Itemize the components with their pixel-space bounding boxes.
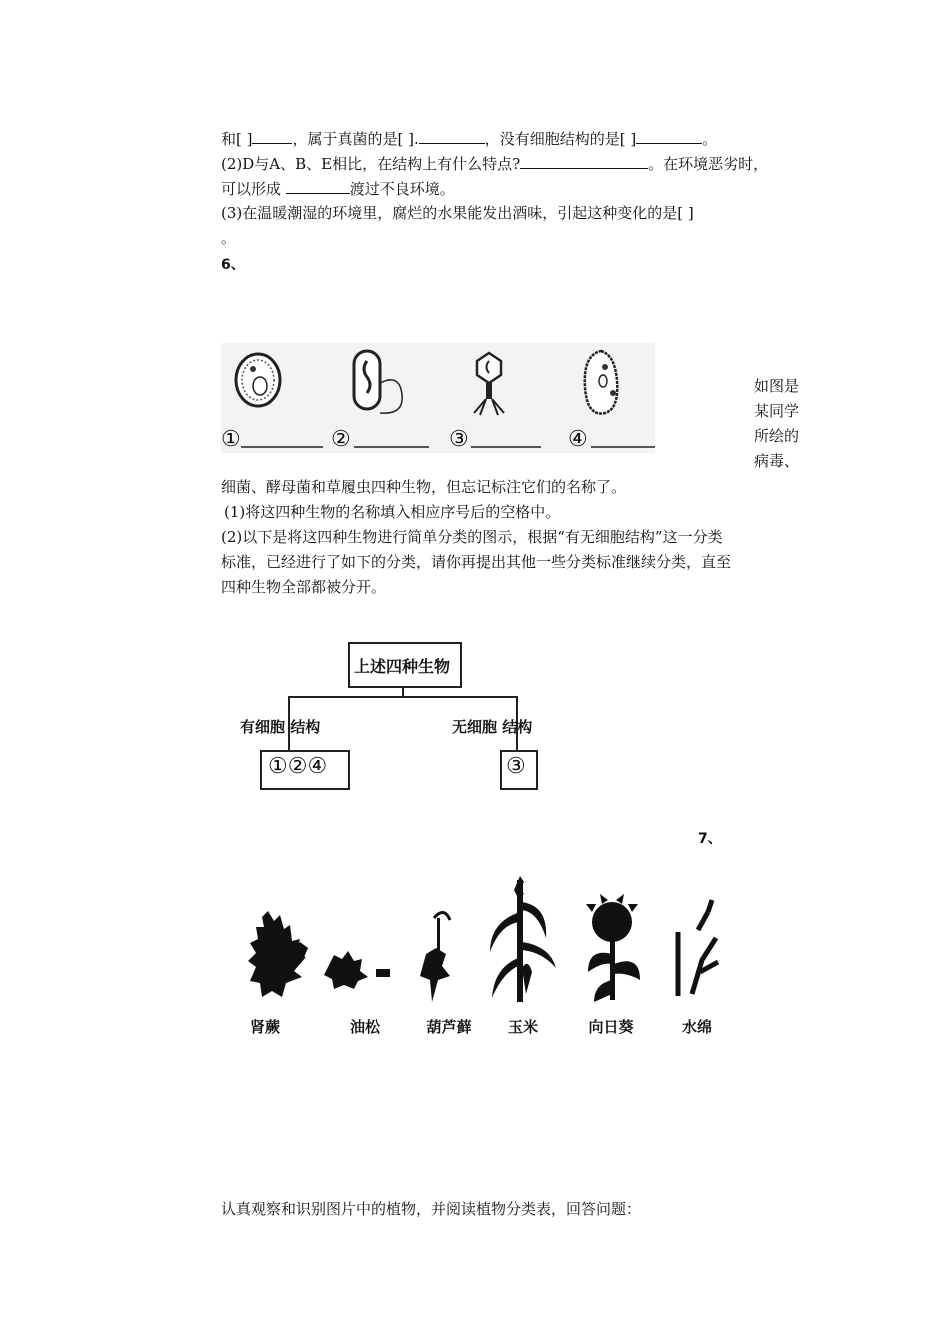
organism-label-4: ④ xyxy=(568,427,588,452)
question-number-6: 6、 xyxy=(221,257,245,273)
text: 。在环境恶劣时， xyxy=(648,155,769,173)
text: 可以形成 xyxy=(221,180,286,198)
pine-drawing xyxy=(324,951,390,989)
plant-label-moss: 葫芦藓 xyxy=(426,1018,472,1036)
right-branch-label: 无细胞 结构 xyxy=(452,718,533,736)
plant-drawings xyxy=(230,872,730,1012)
plant-label-spirogyra: 水绵 xyxy=(681,1018,712,1036)
bacterium-drawing xyxy=(354,351,402,413)
plant-label-sunflower: 向日葵 xyxy=(588,1018,634,1036)
organism-figure xyxy=(221,343,655,453)
q6-line-5: 四种生物全部都被分开。 xyxy=(221,578,387,596)
text: 。 xyxy=(702,130,718,148)
left-branch-label: 有细胞 结构 xyxy=(240,718,321,736)
root-label: 上述四种生物 xyxy=(354,657,451,676)
text: 病毒、 xyxy=(754,452,800,470)
connector xyxy=(288,696,518,698)
plant-figure xyxy=(230,872,730,1047)
text: ，没有细胞结构的是[ ] xyxy=(484,130,637,148)
text: 如图是 xyxy=(754,377,800,395)
q6-line-4: 标准，已经进行了如下的分类，请你再提出其他一些分类标准继续分类，直至 xyxy=(221,553,732,571)
spirogyra-drawing xyxy=(678,900,718,996)
q6-line-3: (2)以下是将这四种生物进行简单分类的图示，根据“有无细胞结构”这一分类 xyxy=(221,528,723,546)
q5-line-3 xyxy=(221,177,455,200)
text: 所绘的 xyxy=(754,427,800,445)
text: 某同学 xyxy=(754,402,800,420)
q7-instruction: 认真观察和识别图片中的植物，并阅读植物分类表，回答问题： xyxy=(221,1200,642,1218)
organism-drawings xyxy=(221,343,655,453)
moss-drawing xyxy=(420,912,450,1002)
organism-label-2: ② xyxy=(331,427,351,452)
answer-blank[interactable] xyxy=(286,177,350,194)
text: (2)D与A、B、E相比，在结构上有什么特点? xyxy=(221,155,521,173)
fern-drawing xyxy=(248,911,308,997)
q5-line-2 xyxy=(221,152,768,175)
q6-line-2: (1)将这四种生物的名称填入相应序号后的空格中。 xyxy=(224,503,561,521)
sunflower-drawing xyxy=(586,894,640,1002)
corn-drawing xyxy=(490,876,556,1002)
right-leaf-label: ③ xyxy=(506,754,526,779)
answer-blank[interactable] xyxy=(520,152,648,169)
answer-blank[interactable] xyxy=(636,127,702,144)
yeast-drawing xyxy=(236,354,280,406)
text: ，属于真菌的是[ ]. xyxy=(292,130,419,148)
organism-label-3: ③ xyxy=(449,427,469,452)
q6-line-1: 细菌、酵母菌和草履虫四种生物，但忘记标注它们的名称了。 xyxy=(221,478,627,496)
q6-side-text xyxy=(754,374,799,474)
organism-label-1: ① xyxy=(221,427,241,452)
question-number-7: 7、 xyxy=(698,831,722,847)
answer-blank[interactable] xyxy=(419,127,485,144)
text: 渡过不良环境。 xyxy=(349,180,455,198)
classification-diagram xyxy=(230,640,570,800)
paramecium-drawing xyxy=(585,351,617,413)
q5-line-1 xyxy=(221,127,717,150)
text: 和[ ] xyxy=(221,130,253,148)
q5-line-4: (3)在温暖潮湿的环境里，腐烂的水果能发出酒味，引起这种变化的是[ ] xyxy=(221,204,694,222)
q5-line-5: 。 xyxy=(221,229,237,247)
plant-label-pine: 油松 xyxy=(349,1018,380,1036)
plant-label-corn: 玉米 xyxy=(507,1018,538,1036)
virus-drawing xyxy=(474,353,504,415)
answer-blank[interactable] xyxy=(252,127,292,144)
left-leaf-label: ①②④ xyxy=(268,754,328,779)
plant-label-fern: 肾蕨 xyxy=(249,1018,280,1036)
